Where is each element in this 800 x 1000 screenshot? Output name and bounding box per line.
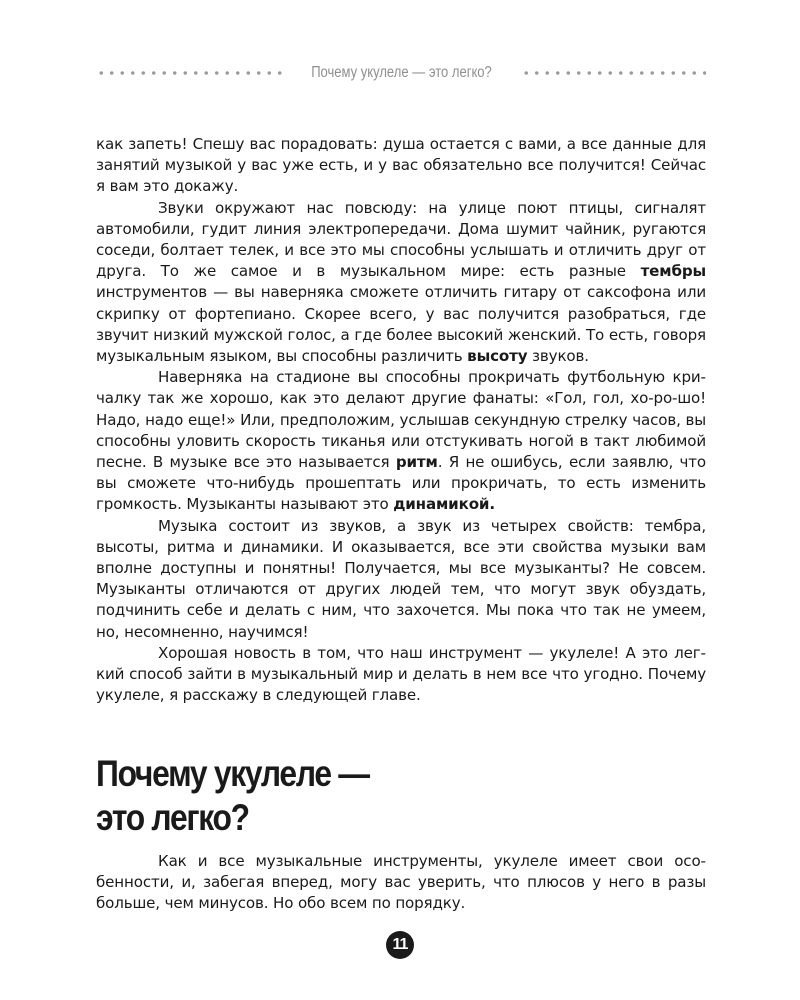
paragraph-2: Звуки окружают нас повсюду: на улице поют птицы, сигналят автомобили, гудит линия электропередачи. Дома шумит чайник, ругаются соседи, болтает телек, и все это мы способны услышать и отличить друг от друга. То же самое и в музыкальном мире: есть разные тембры инструментов — вы наверняка сможете отличить гитару от саксофона или скрипку от фортепиано. Скорее всего, у вас получится разобраться, где звучит низкий мужской голос, а где более высокий женский. То есть, говоря музыкальным языком, вы способны различить высоту звуков. (96, 198, 706, 366)
running-header (96, 62, 706, 84)
running-header-title: Почему укулеле — это легко? (310, 64, 492, 81)
chapter-heading-line-2: это легко? (96, 797, 249, 838)
term-pitch: высоту (467, 347, 528, 366)
header-dots-right (521, 71, 707, 75)
main-text (96, 134, 706, 706)
chapter-heading (96, 752, 526, 840)
chapter-text (96, 851, 706, 915)
paragraph-5: Хорошая новость в том, что наш инструмент — укулеле! А это легкий способ зайти в музыкальный мир и делать в нем все что угодно. Почему укулеле, я расскажу в следующей главе. (96, 643, 706, 705)
chapter-heading-line-1: Почему укулеле — (96, 753, 369, 794)
page-number-badge: 11 (386, 931, 414, 959)
term-dynamics: динамикой. (393, 495, 495, 514)
paragraph-4: Музыка состоит из звуков, а звук из четырех свойств: тембра, высоты, ритма и динамики. И оказывается, все эти свойства музыки вам вполне доступны и понятны! Получается, мы все музыканты? Не совсем. Музыканты отличаются от других людей тем, что могут звук обуздать, подчинить себе и делать с ним, что захочется. Мы пока что так не умеем, но, несомненно, научимся! (96, 516, 706, 641)
header-dots-left (96, 71, 282, 75)
term-rhythm: ритм (395, 453, 438, 472)
paragraph-1: как запеть! Спешу вас порадовать: душа остается с вами, а все данные для занятий музыкой у вас уже есть, и у вас обязательно все получится! Сейчас я вам это докажу. (96, 135, 706, 196)
paragraph-3: Наверняка на стадионе вы способны прокричать футбольную кричалку так же хорошо, как это делают другие фанаты: «Гол, гол, хо-ро-шо! Надо, надо еще!» Или, предположим, услышав секундную стрелку часов, вы способны уловить скорость тиканья или отстукивать ногой в такт любимой песне. В музыке все это называется ритм. Я не ошибусь, если заявлю, что вы сможете что-нибудь прошептать или прокричать, то есть изменить громкость. Музыканты называют это динамикой. (96, 368, 707, 514)
chapter-paragraph-1: Как и все музыкальные инструменты, укулеле имеет свои особенности, и, забегая вперед, могу вас уверить, что плюсов у него в разы больше, чем минусов. Но обо всем по порядку. (96, 852, 706, 913)
term-timbre: тембры (640, 262, 706, 281)
